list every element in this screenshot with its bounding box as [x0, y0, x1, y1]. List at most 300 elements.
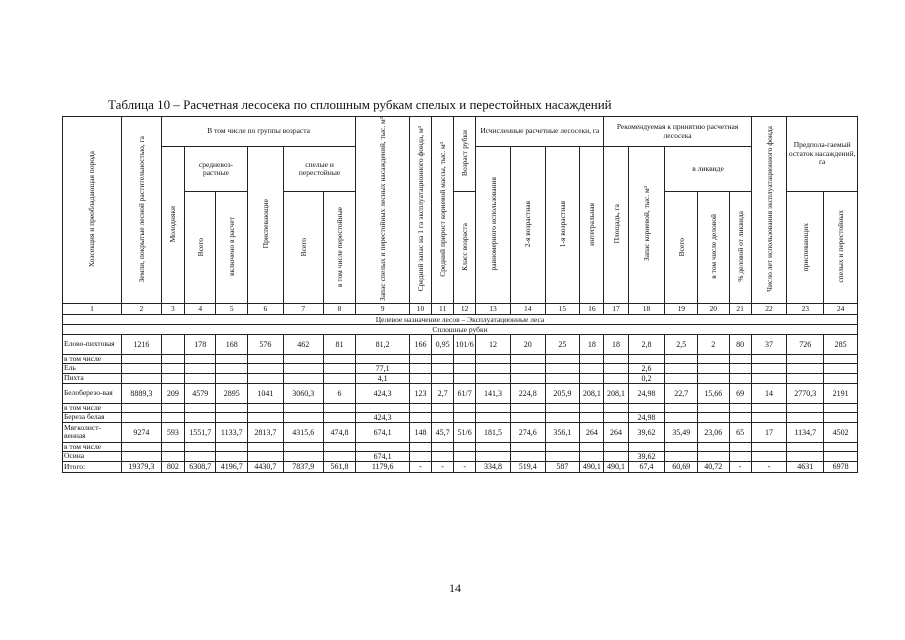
value-cell [248, 403, 284, 412]
total-value: - [409, 461, 431, 472]
value-cell [729, 354, 751, 363]
header-remain-ripe [824, 192, 858, 303]
column-number: 1 [63, 303, 122, 314]
value-cell: 208,1 [580, 383, 604, 403]
value-cell [628, 442, 665, 451]
value-cell: 25 [545, 334, 580, 354]
value-cell: 424,3 [356, 383, 410, 403]
header-age-class [454, 192, 476, 303]
total-value: 4196,7 [216, 461, 248, 472]
value-cell [121, 442, 161, 451]
column-number: 22 [751, 303, 787, 314]
header-label: Хозсекция и преобладающая порода [87, 150, 97, 268]
value-cell: 80 [729, 334, 751, 354]
value-cell [545, 412, 580, 422]
value-cell [161, 412, 184, 422]
total-value: 60,69 [665, 461, 698, 472]
value-cell [161, 373, 184, 383]
value-cell [283, 412, 323, 422]
value-cell: 101/6 [454, 334, 476, 354]
value-cell [787, 373, 824, 383]
species-cell: Пихта [63, 373, 122, 383]
value-cell [476, 363, 511, 373]
column-number: 7 [283, 303, 323, 314]
total-value: 40,72 [698, 461, 730, 472]
value-cell [698, 373, 730, 383]
table-row [63, 354, 858, 363]
table-row [63, 412, 858, 422]
value-cell: 178 [184, 334, 216, 354]
value-cell [729, 412, 751, 422]
header-ripe-stock [356, 117, 410, 304]
value-cell [604, 442, 628, 451]
value-cell: 8889,3 [121, 383, 161, 403]
value-cell: 166 [409, 334, 431, 354]
value-cell [454, 363, 476, 373]
value-cell [580, 373, 604, 383]
value-cell: 4502 [824, 422, 858, 442]
value-cell [476, 403, 511, 412]
value-cell [161, 363, 184, 373]
value-cell [510, 412, 545, 422]
total-value: 519,4 [510, 461, 545, 472]
value-cell: 61/7 [454, 383, 476, 403]
value-cell [580, 451, 604, 461]
header-cutting-age-group [454, 117, 476, 192]
column-number: 19 [665, 303, 698, 314]
column-number: 20 [698, 303, 730, 314]
value-cell [121, 354, 161, 363]
value-cell: 1133,7 [216, 422, 248, 442]
value-cell [216, 403, 248, 412]
value-cell [323, 363, 356, 373]
value-cell [729, 363, 751, 373]
value-cell [824, 403, 858, 412]
table-row [63, 403, 858, 412]
value-cell: 4315,6 [283, 422, 323, 442]
header-recommended: Рекомендуемая к принятию расчетная лесосека [604, 117, 751, 147]
value-cell: 274,6 [510, 422, 545, 442]
value-cell [409, 354, 431, 363]
value-cell [248, 451, 284, 461]
value-cell: 22,7 [665, 383, 698, 403]
value-cell [121, 451, 161, 461]
value-cell: 9274 [121, 422, 161, 442]
value-cell: 123 [409, 383, 431, 403]
header-liquid-total [665, 192, 698, 303]
value-cell [545, 442, 580, 451]
value-cell [604, 412, 628, 422]
header-second-age [510, 147, 545, 304]
column-number: 10 [409, 303, 431, 314]
value-cell [216, 354, 248, 363]
column-number: 14 [510, 303, 545, 314]
column-number: 9 [356, 303, 410, 314]
value-cell [628, 403, 665, 412]
value-cell: 576 [248, 334, 284, 354]
header-age-groups: В том числе по группы возраста [161, 117, 356, 147]
value-cell [604, 354, 628, 363]
header-label: Класс возраста [460, 222, 470, 271]
value-cell [283, 373, 323, 383]
total-value: 6978 [824, 461, 858, 472]
value-cell [824, 363, 858, 373]
species-cell: Береза белая [63, 412, 122, 422]
value-cell [184, 412, 216, 422]
header-ripe-overripe: спелые и перестойные [283, 147, 356, 192]
column-number: 16 [580, 303, 604, 314]
value-cell [787, 354, 824, 363]
header-label: Запас спелых и перестойных лесных насаждений, тыс. м³ [378, 117, 388, 301]
value-cell: 674,1 [356, 422, 410, 442]
total-value: 1179,6 [356, 461, 410, 472]
value-cell [580, 354, 604, 363]
value-cell: 593 [161, 422, 184, 442]
header-label: 2-я возрастная [523, 200, 533, 248]
value-cell: 2770,3 [787, 383, 824, 403]
value-cell [432, 363, 454, 373]
value-cell [216, 373, 248, 383]
value-cell [184, 451, 216, 461]
total-row [63, 461, 858, 472]
value-cell: 69 [729, 383, 751, 403]
value-cell [432, 373, 454, 383]
header-uniform [476, 147, 511, 304]
value-cell [432, 451, 454, 461]
value-cell: 356,1 [545, 422, 580, 442]
value-cell: 24,98 [628, 412, 665, 422]
value-cell: 181,5 [476, 422, 511, 442]
header-middle-total [184, 192, 216, 303]
value-cell [751, 403, 787, 412]
column-number: 3 [161, 303, 184, 314]
value-cell [432, 403, 454, 412]
value-cell: 424,3 [356, 412, 410, 422]
value-cell [121, 363, 161, 373]
header-label: % деловой от ликвида [735, 211, 745, 283]
value-cell: 45,7 [432, 422, 454, 442]
species-cell: в том числе [63, 442, 122, 451]
value-cell [545, 354, 580, 363]
value-cell [665, 412, 698, 422]
header-years-use [751, 117, 787, 304]
value-cell [184, 363, 216, 373]
value-cell [698, 403, 730, 412]
value-cell [698, 412, 730, 422]
header-label: Возраст рубки [460, 130, 470, 177]
header-forest-area [121, 117, 161, 304]
value-cell [824, 373, 858, 383]
value-cell [751, 363, 787, 373]
value-cell [283, 442, 323, 451]
value-cell [545, 403, 580, 412]
species-cell: Елово-пихтовая [63, 334, 122, 354]
total-value: 4631 [787, 461, 824, 472]
cut-type-row: Сплошные рубки [63, 324, 858, 334]
value-cell [604, 373, 628, 383]
value-cell [161, 442, 184, 451]
value-cell [432, 354, 454, 363]
value-cell [454, 412, 476, 422]
header-label: Средний запас на 1 га эксплуатационного фонда, м³ [416, 126, 425, 292]
value-cell: 18 [580, 334, 604, 354]
value-cell: 1134,7 [787, 422, 824, 442]
value-cell: 20 [510, 334, 545, 354]
value-cell: 0,95 [432, 334, 454, 354]
value-cell: 264 [580, 422, 604, 442]
cutting-area-table [62, 116, 858, 473]
value-cell: 77,1 [356, 363, 410, 373]
value-cell: 4,1 [356, 373, 410, 383]
value-cell [454, 403, 476, 412]
total-value: - [454, 461, 476, 472]
value-cell [323, 373, 356, 383]
value-cell [545, 451, 580, 461]
value-cell: 6 [323, 383, 356, 403]
value-cell: 35,49 [665, 422, 698, 442]
value-cell: 2895 [216, 383, 248, 403]
value-cell [787, 451, 824, 461]
species-cell: в том числе [63, 403, 122, 412]
total-value: 561,8 [323, 461, 356, 472]
value-cell: 148 [409, 422, 431, 442]
value-cell [161, 403, 184, 412]
value-cell: 2,7 [432, 383, 454, 403]
value-cell [248, 354, 284, 363]
value-cell [409, 442, 431, 451]
value-cell [356, 403, 410, 412]
table-row [63, 422, 858, 442]
value-cell [751, 412, 787, 422]
value-cell [409, 412, 431, 422]
purpose-row: Целевое назначение лесов – Эксплуатационные леса [63, 314, 858, 324]
column-number: 12 [454, 303, 476, 314]
value-cell: 264 [604, 422, 628, 442]
value-cell [824, 412, 858, 422]
value-cell [121, 412, 161, 422]
column-number: 4 [184, 303, 216, 314]
value-cell: 2,6 [628, 363, 665, 373]
header-label: Всего [676, 237, 686, 256]
value-cell [580, 363, 604, 373]
value-cell [323, 354, 356, 363]
species-cell: Ель [63, 363, 122, 373]
value-cell [665, 373, 698, 383]
column-number: 2 [121, 303, 161, 314]
column-number: 23 [787, 303, 824, 314]
value-cell [751, 442, 787, 451]
value-cell: 285 [824, 334, 858, 354]
value-cell [824, 442, 858, 451]
header-label: приспевающих [800, 222, 810, 271]
total-value: 490,1 [580, 461, 604, 472]
header-ripe-total [283, 192, 323, 303]
table-title: Таблица 10 – Расчетная лесосека по сплошным рубкам спелых и перестойных насаждений [108, 97, 612, 112]
header-liquid-business [698, 192, 730, 303]
value-cell [476, 412, 511, 422]
value-cell [751, 373, 787, 383]
value-cell [729, 442, 751, 451]
value-cell: 3060,3 [283, 383, 323, 403]
column-number: 5 [216, 303, 248, 314]
value-cell: 17 [751, 422, 787, 442]
total-value: 334,8 [476, 461, 511, 472]
value-cell: 208,1 [604, 383, 628, 403]
species-cell: Осина [63, 451, 122, 461]
value-cell: 37 [751, 334, 787, 354]
header-remain-maturing [787, 192, 824, 303]
header-label: в том числе деловой [708, 214, 718, 280]
header-economic-section [63, 117, 122, 304]
value-cell [604, 451, 628, 461]
value-cell [604, 363, 628, 373]
header-label: Число лет использования эксплуатационного фонда [764, 126, 774, 292]
value-cell: 209 [161, 383, 184, 403]
value-cell [161, 451, 184, 461]
value-cell [356, 442, 410, 451]
value-cell [751, 451, 787, 461]
value-cell [580, 403, 604, 412]
value-cell: 462 [283, 334, 323, 354]
value-cell [432, 442, 454, 451]
value-cell [323, 442, 356, 451]
value-cell [248, 412, 284, 422]
header-area [604, 147, 628, 304]
value-cell [604, 403, 628, 412]
value-cell [248, 442, 284, 451]
value-cell: 39,62 [628, 451, 665, 461]
header-label: спелых и перестойных [836, 210, 846, 284]
value-cell [184, 373, 216, 383]
value-cell [545, 363, 580, 373]
value-cell [510, 451, 545, 461]
column-number: 11 [432, 303, 454, 314]
header-middle-aged: средневоз-растные [184, 147, 247, 192]
header-label: Площадь, га [611, 204, 621, 244]
total-value: 490,1 [604, 461, 628, 472]
header-avg-growth [432, 117, 454, 304]
header-liquid-percent [729, 192, 751, 303]
column-number: 17 [604, 303, 628, 314]
species-cell: Мягколист-венная [63, 422, 122, 442]
value-cell [161, 334, 184, 354]
value-cell [216, 442, 248, 451]
column-number: 8 [323, 303, 356, 314]
total-value: 67,4 [628, 461, 665, 472]
header-remaining: Предпола-гаемый остаток насаждений, га [787, 117, 858, 192]
page-number: 14 [449, 581, 461, 595]
value-cell: 2191 [824, 383, 858, 403]
value-cell [454, 354, 476, 363]
header-root-stock [628, 147, 665, 304]
value-cell: 141,3 [476, 383, 511, 403]
value-cell [787, 442, 824, 451]
total-value: 802 [161, 461, 184, 472]
total-value: - [432, 461, 454, 472]
value-cell [454, 373, 476, 383]
value-cell [787, 363, 824, 373]
header-avg-stock [409, 117, 431, 304]
value-cell [665, 363, 698, 373]
value-cell: 65 [729, 422, 751, 442]
value-cell: 1216 [121, 334, 161, 354]
header-calculated: Исчисленные расчетные лесосеки, га [476, 117, 604, 147]
value-cell [323, 412, 356, 422]
header-label: Всего [298, 237, 308, 256]
value-cell: 18 [604, 334, 628, 354]
value-cell [665, 403, 698, 412]
value-cell [698, 442, 730, 451]
header-label: 1-я возрастная [557, 200, 567, 248]
value-cell [476, 442, 511, 451]
header-ripe-overmature [323, 192, 356, 303]
value-cell [323, 403, 356, 412]
table-row [63, 373, 858, 383]
header-young [161, 147, 184, 304]
column-number: 15 [545, 303, 580, 314]
value-cell [454, 451, 476, 461]
header-label: Запас корневой, тыс. м³ [642, 186, 652, 262]
value-cell [216, 363, 248, 373]
value-cell: 24,98 [628, 383, 665, 403]
value-cell: 674,1 [356, 451, 410, 461]
value-cell [580, 442, 604, 451]
value-cell: 2,8 [628, 334, 665, 354]
value-cell [161, 354, 184, 363]
table-row [63, 442, 858, 451]
value-cell [121, 403, 161, 412]
value-cell: 1551,7 [184, 422, 216, 442]
value-cell [409, 451, 431, 461]
value-cell [216, 412, 248, 422]
total-value: - [729, 461, 751, 472]
value-cell [184, 354, 216, 363]
value-cell [510, 442, 545, 451]
value-cell [580, 412, 604, 422]
header-label: включено в расчет [227, 217, 237, 277]
value-cell: 2,5 [665, 334, 698, 354]
value-cell [248, 373, 284, 383]
header-label: Земли, покрытые лесной растительностью, га [136, 135, 146, 283]
value-cell [184, 403, 216, 412]
value-cell [409, 363, 431, 373]
header-label: Средний прирост корневой массы, тыс. м³ [438, 141, 448, 277]
value-cell [698, 354, 730, 363]
value-cell: 14 [751, 383, 787, 403]
value-cell: 81 [323, 334, 356, 354]
header-maturing [248, 147, 284, 304]
value-cell [665, 354, 698, 363]
value-cell [283, 451, 323, 461]
value-cell [787, 412, 824, 422]
table-row [63, 383, 858, 403]
total-value: - [751, 461, 787, 472]
total-value: 7837,9 [283, 461, 323, 472]
value-cell [729, 403, 751, 412]
value-cell [454, 442, 476, 451]
header-first-age [545, 147, 580, 304]
value-cell: 2 [698, 334, 730, 354]
value-cell [248, 363, 284, 373]
value-cell [729, 373, 751, 383]
value-cell [510, 403, 545, 412]
value-cell [283, 363, 323, 373]
column-number: 6 [248, 303, 284, 314]
value-cell: 15,66 [698, 383, 730, 403]
column-number: 13 [476, 303, 511, 314]
species-cell: в том числе [63, 354, 122, 363]
value-cell [787, 403, 824, 412]
